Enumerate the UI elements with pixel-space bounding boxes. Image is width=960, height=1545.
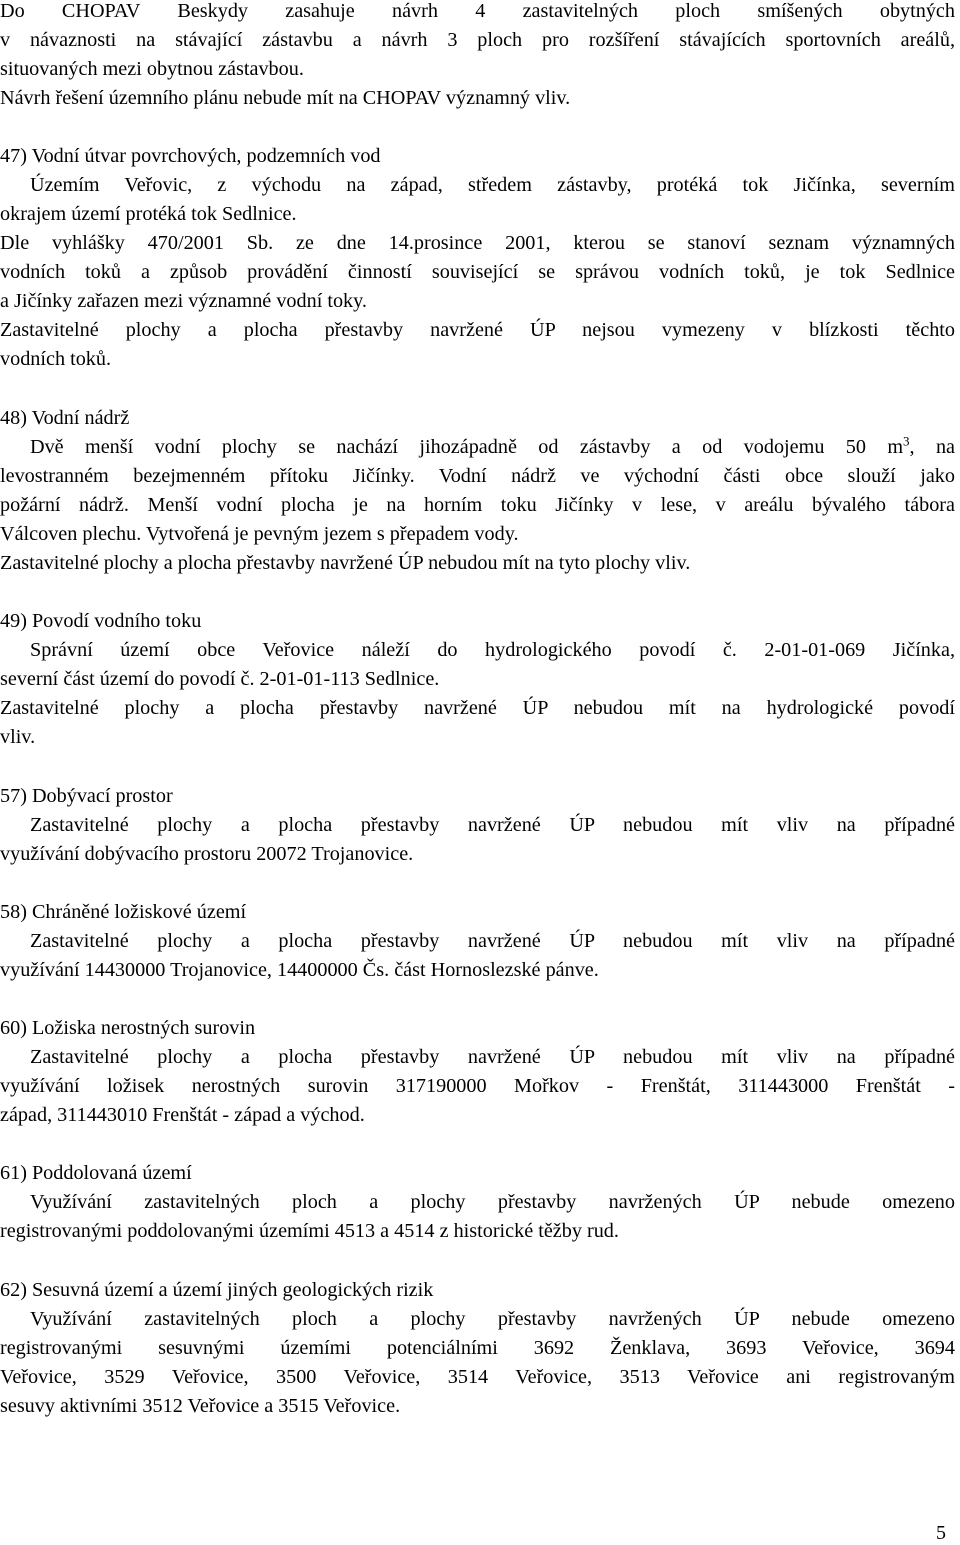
paragraph-line: Zastavitelné plochy a plocha přestavby navržené ÚP nebudou mít vliv na případné <box>30 930 955 952</box>
paragraph-line: Zastavitelné plochy a plocha přestavby navržené ÚP nebudou mít na hydrologické povodí <box>0 697 955 719</box>
paragraph-line: Využívání zastavitelných ploch a plochy přestavby navržených ÚP nebude omezeno <box>30 1308 955 1330</box>
paragraph-line: Válcoven plechu. Vytvořená je pevným jezem s přepadem vody. <box>0 523 519 545</box>
paragraph-line: severní část území do povodí č. 2-01-01-113 Sedlnice. <box>0 668 440 690</box>
paragraph-line: registrovanými sesuvnými územími potenciálními 3692 Ženklava, 3693 Veřovice, 3694 <box>0 1337 955 1359</box>
paragraph-line: vodních toků a způsob provádění činností související se správou vodních toků, je tok Sedlnice <box>0 261 955 283</box>
section-heading: 57) Dobývací prostor <box>0 785 173 807</box>
section-heading: 62) Sesuvná území a území jiných geologických rizik <box>0 1279 434 1301</box>
paragraph-line: Veřovice, 3529 Veřovice, 3500 Veřovice, 3514 Veřovice, 3513 Veřovice ani registrovaným <box>0 1366 955 1388</box>
paragraph-line: sesuvy aktivními 3512 Veřovice a 3515 Veřovice. <box>0 1395 401 1417</box>
paragraph-line: Dle vyhlášky 470/2001 Sb. ze dne 14.prosince 2001, kterou se stanoví seznam významných <box>0 232 955 254</box>
superscript: 3 <box>903 433 910 449</box>
section-heading: 60) Ložiska nerostných surovin <box>0 1017 256 1039</box>
paragraph-line: využívání 14430000 Trojanovice, 14400000 Čs. část Hornoslezské pánve. <box>0 959 599 981</box>
section-heading: 49) Povodí vodního toku <box>0 610 202 632</box>
paragraph-line: v návaznosti na stávající zástavbu a návrh 3 ploch pro rozšíření stávajících sportovních areálů, <box>0 29 955 51</box>
section-heading: 47) Vodní útvar povrchových, podzemních vod <box>0 145 381 167</box>
paragraph-line: situovaných mezi obytnou zástavbou. <box>0 58 304 80</box>
paragraph-line: Zastavitelné plochy a plocha přestavby navržené ÚP nejsou vymezeny v blízkosti těchto <box>0 319 955 341</box>
paragraph-line: vodních toků. <box>0 348 112 370</box>
section-heading: 61) Poddolovaná území <box>0 1162 192 1184</box>
paragraph-line: využívání ložisek nerostných surovin 317190000 Mořkov - Frenštát, 311443000 Frenštát - <box>0 1075 955 1097</box>
paragraph-line <box>30 433 955 462</box>
paragraph-line: vliv. <box>0 726 36 748</box>
paragraph-line: Využívání zastavitelných ploch a plochy přestavby navržených ÚP nebude omezeno <box>30 1191 955 1213</box>
paragraph-line: využívání dobývacího prostoru 20072 Trojanovice. <box>0 843 414 865</box>
paragraph-line: levostranném bezejmenném přítoku Jičínky. Vodní nádrž ve východní části obce slouží jako <box>0 465 955 487</box>
paragraph-line: okrajem území protéká tok Sedlnice. <box>0 203 297 225</box>
paragraph-line: požární nádrž. Menší vodní plocha je na horním toku Jičínky v lese, v areálu bývalého tábora <box>0 494 955 516</box>
paragraph-line: Zastavitelné plochy a plocha přestavby navržené ÚP nebudou mít na tyto plochy vliv. <box>0 552 691 574</box>
line-text: , na <box>909 436 955 458</box>
paragraph-line: Územím Veřovic, z východu na západ, středem zástavby, protéká tok Jičínka, severním <box>30 174 955 196</box>
paragraph-line: Do CHOPAV Beskydy zasahuje návrh 4 zastavitelných ploch smíšených obytných <box>0 0 955 22</box>
paragraph-line: Správní území obce Veřovice náleží do hydrologického povodí č. 2-01-01-069 Jičínka, <box>30 639 955 661</box>
line-text: Dvě menší vodní plochy se nachází jihozápadně od zástavby a od vodojemu 50 m <box>30 436 904 458</box>
section-heading: 58) Chráněné ložiskové území <box>0 901 247 923</box>
page-number: 5 <box>936 1522 946 1544</box>
paragraph-line: Návrh řešení územního plánu nebude mít na CHOPAV významný vliv. <box>0 87 571 109</box>
paragraph-line: Zastavitelné plochy a plocha přestavby navržené ÚP nebudou mít vliv na případné <box>30 1046 955 1068</box>
paragraph-line: Zastavitelné plochy a plocha přestavby navržené ÚP nebudou mít vliv na případné <box>30 814 955 836</box>
paragraph-line: západ, 311443010 Frenštát - západ a východ. <box>0 1104 365 1126</box>
paragraph-line: registrovanými poddolovanými územími 4513 a 4514 z historické těžby rud. <box>0 1220 619 1242</box>
section-heading: 48) Vodní nádrž <box>0 407 130 429</box>
paragraph-line: a Jičínky zařazen mezi významné vodní toky. <box>0 290 367 312</box>
